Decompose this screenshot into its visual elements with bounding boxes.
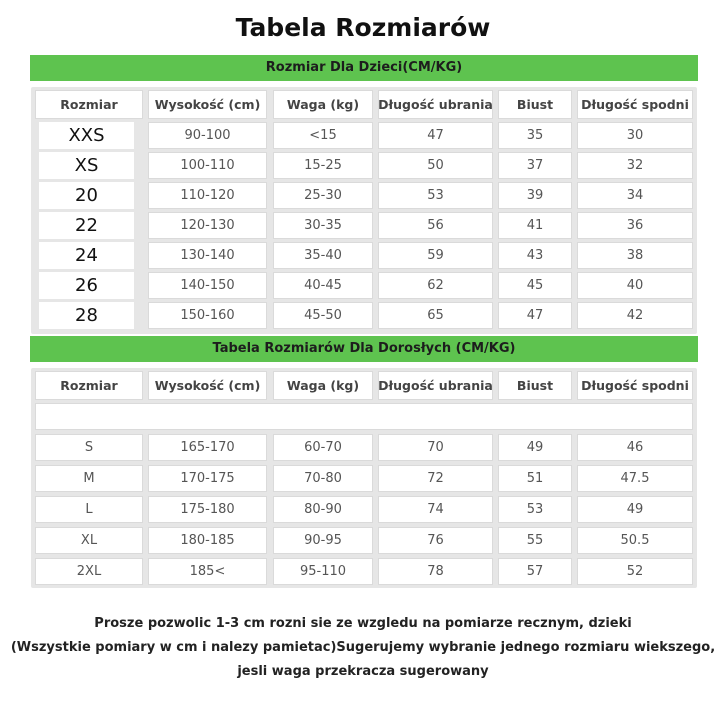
table-cell: 53 <box>498 496 572 523</box>
table-cell: 78 <box>378 558 493 585</box>
size-label: 26 <box>39 272 134 299</box>
size-label: S <box>35 434 143 461</box>
table-cell: 49 <box>577 496 693 523</box>
table-cell: 55 <box>498 527 572 554</box>
column-header: Wysokość (cm) <box>148 371 267 400</box>
table-cell: 120-130 <box>148 212 267 239</box>
table-cell: 42 <box>577 302 693 329</box>
table-cell: 43 <box>498 242 572 269</box>
table-cell: 45 <box>498 272 572 299</box>
size-label: 28 <box>39 302 134 329</box>
table-cell: 37 <box>498 152 572 179</box>
table-cell: 110-120 <box>148 182 267 209</box>
table-cell: 95-110 <box>273 558 373 585</box>
table-cell: 76 <box>378 527 493 554</box>
table-cell: 30 <box>577 122 693 149</box>
table-cell: 35 <box>498 122 572 149</box>
table-cell: 47.5 <box>577 465 693 492</box>
adult-size-table <box>31 368 697 588</box>
table-cell: 74 <box>378 496 493 523</box>
table-cell: 185< <box>148 558 267 585</box>
table-cell: 175-180 <box>148 496 267 523</box>
table-cell: 39 <box>498 182 572 209</box>
table-cell: 50 <box>378 152 493 179</box>
size-label: 22 <box>39 212 134 239</box>
table-cell: 15-25 <box>273 152 373 179</box>
size-label: XS <box>39 152 134 179</box>
kids-size-table <box>31 87 697 334</box>
table-cell: <15 <box>273 122 373 149</box>
column-header: Biust <box>498 371 572 400</box>
table-cell: 46 <box>577 434 693 461</box>
table-cell: 70 <box>378 434 493 461</box>
table-cell: 150-160 <box>148 302 267 329</box>
table-cell: 70-80 <box>273 465 373 492</box>
column-header: Wysokość (cm) <box>148 90 267 119</box>
table-cell: 32 <box>577 152 693 179</box>
table-cell: 59 <box>378 242 493 269</box>
column-header: Rozmiar <box>35 90 143 119</box>
column-header: Rozmiar <box>35 371 143 400</box>
table-cell: 90-95 <box>273 527 373 554</box>
size-label: XXS <box>39 122 134 149</box>
column-header: Waga (kg) <box>273 90 373 119</box>
table-cell: 25-30 <box>273 182 373 209</box>
note-line-1: Prosze pozwolic 1-3 cm rozni sie ze wzgledu na pomiarze recznym, dzieki <box>94 616 632 631</box>
note-line-2: (Wszystkie pomiary w cm i nalezy pamietac)Sugerujemy wybranie jednego rozmiaru wiekszego, <box>10 640 716 655</box>
table-cell: 38 <box>577 242 693 269</box>
table-cell: 72 <box>378 465 493 492</box>
table-cell: 51 <box>498 465 572 492</box>
column-header: Długość ubrania <box>378 371 493 400</box>
size-label: 24 <box>39 242 134 269</box>
column-header: Długość spodni <box>577 90 693 119</box>
size-label: M <box>35 465 143 492</box>
table-cell: 34 <box>577 182 693 209</box>
table-cell: 40 <box>577 272 693 299</box>
column-header: Waga (kg) <box>273 371 373 400</box>
table-cell: 30-35 <box>273 212 373 239</box>
table-cell: 50.5 <box>577 527 693 554</box>
table-cell: 45-50 <box>273 302 373 329</box>
table-cell: 100-110 <box>148 152 267 179</box>
table-cell: 41 <box>498 212 572 239</box>
table-cell: 65 <box>378 302 493 329</box>
table-cell: 56 <box>378 212 493 239</box>
column-header: Biust <box>498 90 572 119</box>
table-cell: 47 <box>498 302 572 329</box>
table-cell: 90-100 <box>148 122 267 149</box>
table-cell: 60-70 <box>273 434 373 461</box>
blank-row <box>35 403 693 430</box>
table-cell: 130-140 <box>148 242 267 269</box>
table-cell: 53 <box>378 182 493 209</box>
table-cell: 36 <box>577 212 693 239</box>
table-cell: 49 <box>498 434 572 461</box>
size-label: 2XL <box>35 558 143 585</box>
adult-section-heading: Tabela Rozmiarów Dla Dorosłych (CM/KG) <box>30 336 698 362</box>
table-cell: 140-150 <box>148 272 267 299</box>
table-cell: 52 <box>577 558 693 585</box>
column-header: Długość spodni <box>577 371 693 400</box>
table-cell: 35-40 <box>273 242 373 269</box>
table-cell: 180-185 <box>148 527 267 554</box>
kids-section-heading: Rozmiar Dla Dzieci(CM/KG) <box>30 55 698 81</box>
page-title: Tabela Rozmiarów <box>235 13 491 42</box>
table-cell: 47 <box>378 122 493 149</box>
table-cell: 40-45 <box>273 272 373 299</box>
table-cell: 165-170 <box>148 434 267 461</box>
size-label: XL <box>35 527 143 554</box>
column-header: Długość ubrania <box>378 90 493 119</box>
table-cell: 80-90 <box>273 496 373 523</box>
table-cell: 62 <box>378 272 493 299</box>
size-label: L <box>35 496 143 523</box>
size-label: 20 <box>39 182 134 209</box>
table-cell: 57 <box>498 558 572 585</box>
table-cell: 170-175 <box>148 465 267 492</box>
note-line-3: jesli waga przekracza sugerowany <box>237 664 489 679</box>
